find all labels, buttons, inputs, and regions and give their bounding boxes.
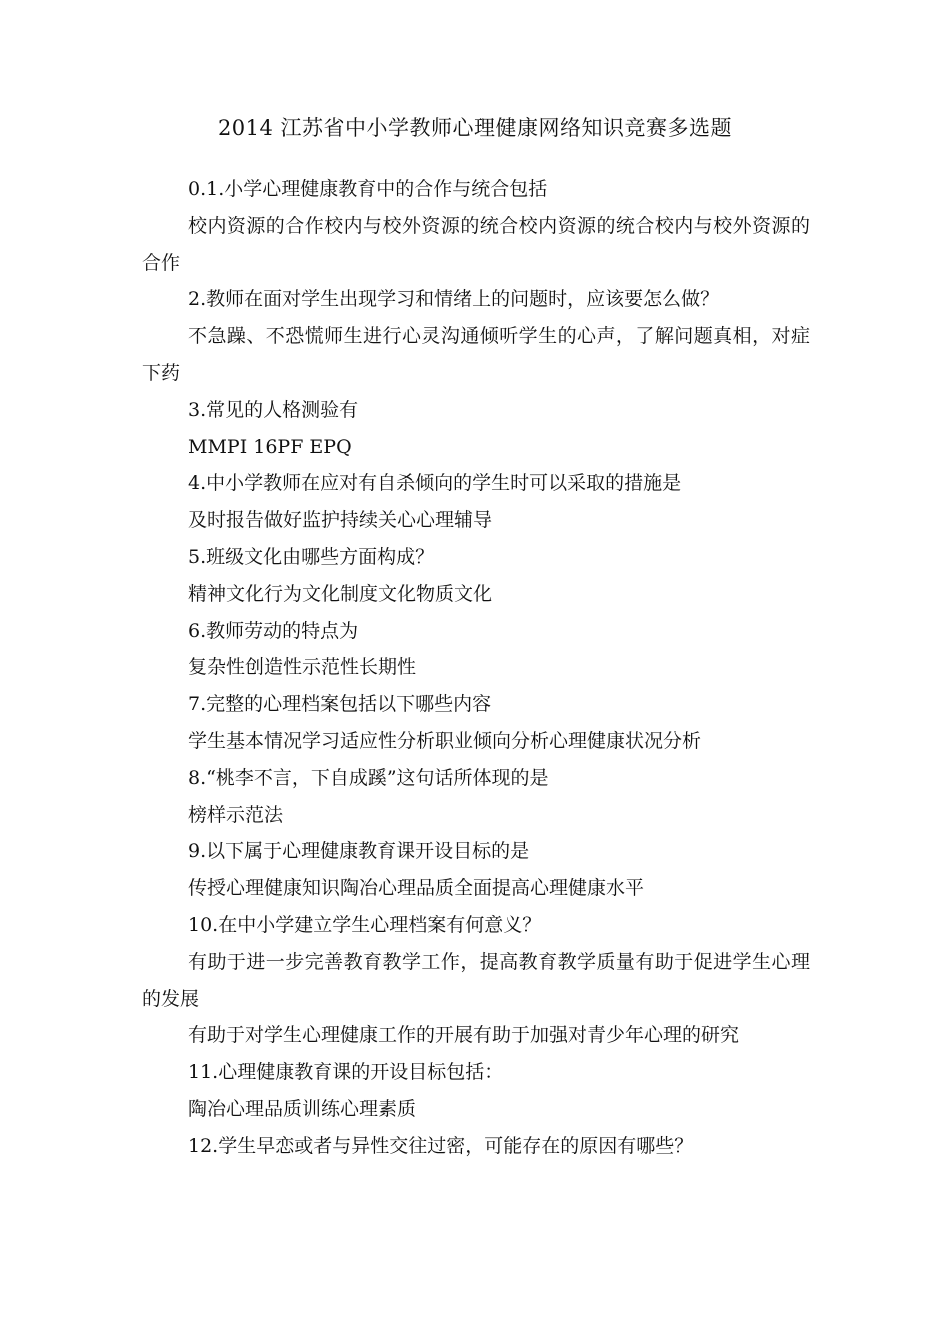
answer-2: 不急躁、不恐慌师生进行心灵沟通倾听学生的心声，了解问题真相，对症下药 [142,325,810,384]
question-5: 5.班级文化由哪些方面构成？ [188,545,435,568]
answer-1: 校内资源的合作校内与校外资源的统合校内资源的统合校内与校外资源的合作 [142,214,810,274]
answer-11: 陶冶心理品质训练心理素质 [188,1097,417,1120]
question-3: 3.常见的人格测验有 [188,398,359,421]
question-11: 11.心理健康教育课的开设目标包括： [188,1061,504,1084]
answer-4: 及时报告做好监护持续关心心理辅导 [188,509,493,532]
document-body [142,171,810,1165]
answer-9: 传授心理健康知识陶冶心理品质全面提高心理健康水平 [188,877,645,900]
question-9: 9.以下属于心理健康教育课开设目标的是 [188,840,530,863]
question-6: 6.教师劳动的特点为 [188,619,359,642]
answer-3: MMPI 16PF EPQ [188,435,352,458]
answer-10-part-2: 有助于对学生心理健康工作的开展有助于加强对青少年心理的研究 [188,1024,740,1047]
answer-6: 复杂性创造性示范性长期性 [188,656,417,679]
question-10: 10.在中小学建立学生心理档案有何意义？ [188,913,542,936]
answer-8: 榜样示范法 [188,803,284,826]
question-8: 8.“桃李不言，下自成蹊”这句话所体现的是 [188,766,549,789]
document-title: 2014 江苏省中小学教师心理健康网络知识竞赛多选题 [217,116,733,140]
answer-10-part-1: 有助于进一步完善教育教学工作，提高教育教学质量有助于促进学生心理的发展 [142,950,810,1010]
question-1: 0.1.小学心理健康教育中的合作与统合包括 [188,178,548,200]
answer-5: 精神文化行为文化制度文化物质文化 [188,582,493,605]
question-2: 2.教师在面对学生出现学习和情绪上的问题时，应该要怎么做？ [188,288,720,311]
question-7: 7.完整的心理档案包括以下哪些内容 [188,693,492,716]
question-4: 4.中小学教师在应对有自杀倾向的学生时可以采取的措施是 [188,472,682,495]
answer-7: 学生基本情况学习适应性分析职业倾向分析心理健康状况分析 [188,729,702,752]
question-12: 12.学生早恋或者与异性交往过密，可能存在的原因有哪些？ [188,1134,694,1157]
